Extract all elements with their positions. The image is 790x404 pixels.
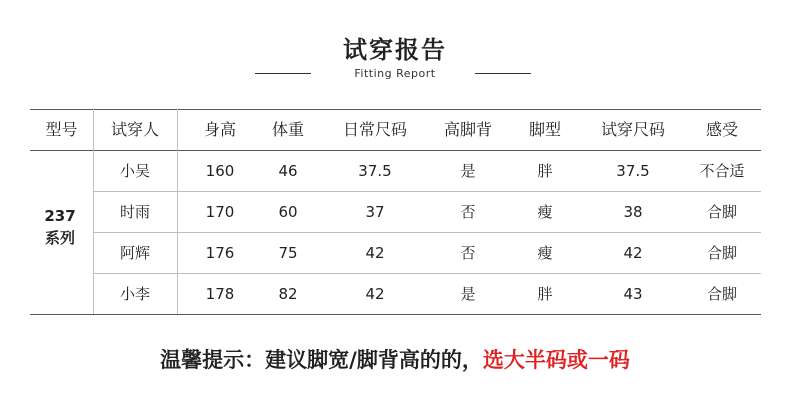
cell-height: 170 <box>205 203 235 221</box>
cell-high-instep: 是 <box>460 285 476 303</box>
cell-weight: 75 <box>278 244 298 262</box>
cell-daily-size: 37 <box>365 203 385 221</box>
cell-trial-size: 38 <box>623 203 643 221</box>
report-title: 试穿报告 <box>343 36 447 64</box>
header-tester: 试穿人 <box>110 120 159 139</box>
cell-high-instep: 是 <box>460 162 476 180</box>
cell-foot-type: 胖 <box>537 285 553 303</box>
header-model: 型号 <box>45 120 78 139</box>
cell-height: 178 <box>205 285 235 303</box>
cell-foot-type: 瘦 <box>537 203 553 221</box>
series-suffix: 系列 <box>44 229 75 247</box>
header-foot-type: 脚型 <box>528 120 561 139</box>
cell-daily-size: 42 <box>365 285 385 303</box>
header-high-instep: 高脚背 <box>443 120 492 139</box>
header-daily-size: 日常尺码 <box>342 120 407 139</box>
cell-feeling: 合脚 <box>706 285 737 303</box>
cell-trial-size: 43 <box>623 285 643 303</box>
header-feeling: 感受 <box>705 120 738 139</box>
cell-tester: 小吴 <box>119 162 150 180</box>
cell-feeling: 合脚 <box>706 203 737 221</box>
cell-high-instep: 否 <box>460 244 476 262</box>
series-label <box>30 205 90 249</box>
tip-text: 温馨提示：建议脚宽/脚背高的的， <box>160 348 483 372</box>
cell-weight: 46 <box>278 162 298 180</box>
cell-height: 176 <box>205 244 235 262</box>
cell-trial-size: 42 <box>623 244 643 262</box>
header-trial-size: 试穿尺码 <box>600 120 665 139</box>
cell-daily-size: 37.5 <box>358 162 392 180</box>
cell-tester: 阿辉 <box>119 244 150 262</box>
cell-feeling: 不合适 <box>699 162 745 180</box>
cell-weight: 60 <box>278 203 298 221</box>
cell-feeling: 合脚 <box>706 244 737 262</box>
cell-tester: 时雨 <box>119 203 150 221</box>
cell-trial-size: 37.5 <box>616 162 650 180</box>
tip-highlight: 选大半码或一码 <box>482 348 630 372</box>
report-subtitle: Fitting Report <box>354 67 436 80</box>
warm-tip <box>0 344 790 374</box>
table-bottom-border <box>30 314 761 315</box>
cell-high-instep: 否 <box>460 203 476 221</box>
cell-foot-type: 瘦 <box>537 244 553 262</box>
title-rule-right <box>475 73 531 74</box>
cell-tester: 小李 <box>119 285 150 303</box>
header-weight: 体重 <box>271 120 304 139</box>
header-height: 身高 <box>203 120 236 139</box>
series-model-number: 237 <box>44 207 76 225</box>
cell-weight: 82 <box>278 285 298 303</box>
cell-daily-size: 42 <box>365 244 385 262</box>
column-divider <box>177 109 178 314</box>
cell-height: 160 <box>205 162 235 180</box>
cell-foot-type: 胖 <box>537 162 553 180</box>
